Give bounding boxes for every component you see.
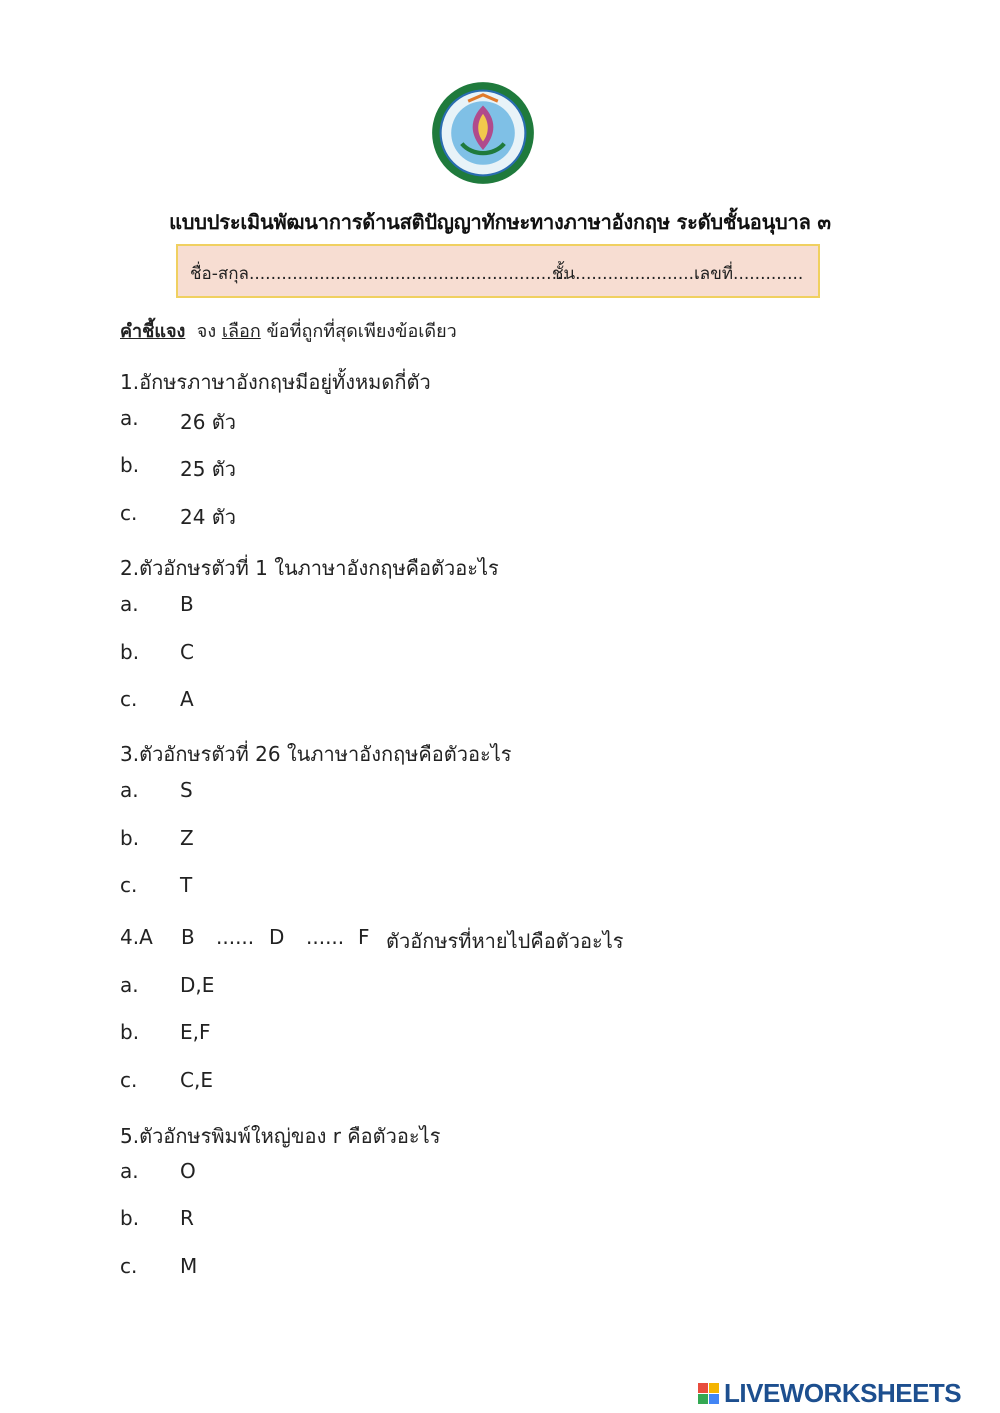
- question-4: [120, 925, 680, 955]
- option-letter: b.: [120, 453, 140, 477]
- name-field[interactable]: ชื่อ-สกุล...........................................................: [190, 264, 568, 284]
- instructions-rest: ข้อที่ถูกที่สุดเพียงข้อเดียว: [266, 321, 457, 342]
- option-text: A: [180, 687, 194, 711]
- question-5: 5.ตัวอักษรพิมพ์ใหญ่ของ r คือตัวอะไร: [120, 1124, 441, 1148]
- question-2: 2.ตัวอักษรตัวที่ 1 ในภาษาอังกฤษคือตัวอะไร: [120, 556, 499, 580]
- option-letter: a.: [120, 973, 139, 997]
- question-3: 3.ตัวอักษรตัวที่ 26 ในภาษาอังกฤษคือตัวอะไร: [120, 742, 512, 766]
- option-letter: c.: [120, 687, 138, 711]
- instructions-prefix: จง: [196, 321, 217, 342]
- option-text: O: [180, 1159, 196, 1183]
- school-emblem-icon: [430, 80, 536, 186]
- class-field[interactable]: ชั้น........................: [552, 264, 705, 284]
- option-letter: a.: [120, 406, 139, 430]
- option-letter: c.: [120, 1068, 138, 1092]
- question-4-part: F: [358, 925, 370, 949]
- option-letter: c.: [120, 873, 138, 897]
- option-letter: a.: [120, 1159, 139, 1183]
- student-info-box: [176, 244, 820, 298]
- option-text: R: [180, 1206, 194, 1230]
- instructions-keyword: เลือก: [221, 321, 261, 342]
- liveworksheets-footer[interactable]: [698, 1378, 998, 1408]
- option-letter: c.: [120, 501, 138, 525]
- question-4-blank: ......: [306, 925, 345, 949]
- option-letter: a.: [120, 592, 139, 616]
- page-title: แบบประเมินพัฒนาการด้านสติปัญญาทักษะทางภาษาอังกฤษ ระดับชั้นอนุบาล ๓: [169, 210, 831, 234]
- option-text: T: [180, 873, 193, 897]
- instructions-label: คำชี้แจง: [120, 321, 186, 342]
- liveworksheets-logo-icon: [698, 1383, 720, 1405]
- option-letter: b.: [120, 826, 140, 850]
- option-text: Z: [180, 826, 194, 850]
- question-4-part: ตัวอักษรที่หายไปคือตัวอะไร: [386, 929, 624, 953]
- option-text: B: [180, 592, 194, 616]
- question-4-part: D: [269, 925, 285, 949]
- option-text: S: [180, 778, 193, 802]
- number-field[interactable]: เลขที่.............: [694, 264, 804, 284]
- option-letter: b.: [120, 1020, 140, 1044]
- option-text: 26 ตัว: [180, 410, 237, 434]
- option-text: C: [180, 640, 194, 664]
- liveworksheets-brand: LIVEWORKSHEETS: [724, 1378, 962, 1408]
- question-4-part: B: [181, 925, 195, 949]
- option-text: D,E: [180, 973, 215, 997]
- option-letter: a.: [120, 778, 139, 802]
- option-text: E,F: [180, 1020, 211, 1044]
- question-4-blank: ......: [216, 925, 255, 949]
- option-letter: b.: [120, 1206, 140, 1230]
- option-letter: b.: [120, 640, 140, 664]
- question-4-part: 4.A: [120, 925, 153, 949]
- question-1: 1.อักษรภาษาอังกฤษมีอยู่ทั้งหมดกี่ตัว: [120, 370, 431, 394]
- option-text: 25 ตัว: [180, 457, 237, 481]
- option-letter: c.: [120, 1254, 138, 1278]
- option-text: C,E: [180, 1068, 213, 1092]
- instructions: [120, 316, 457, 345]
- option-text: 24 ตัว: [180, 505, 237, 529]
- option-text: M: [180, 1254, 198, 1278]
